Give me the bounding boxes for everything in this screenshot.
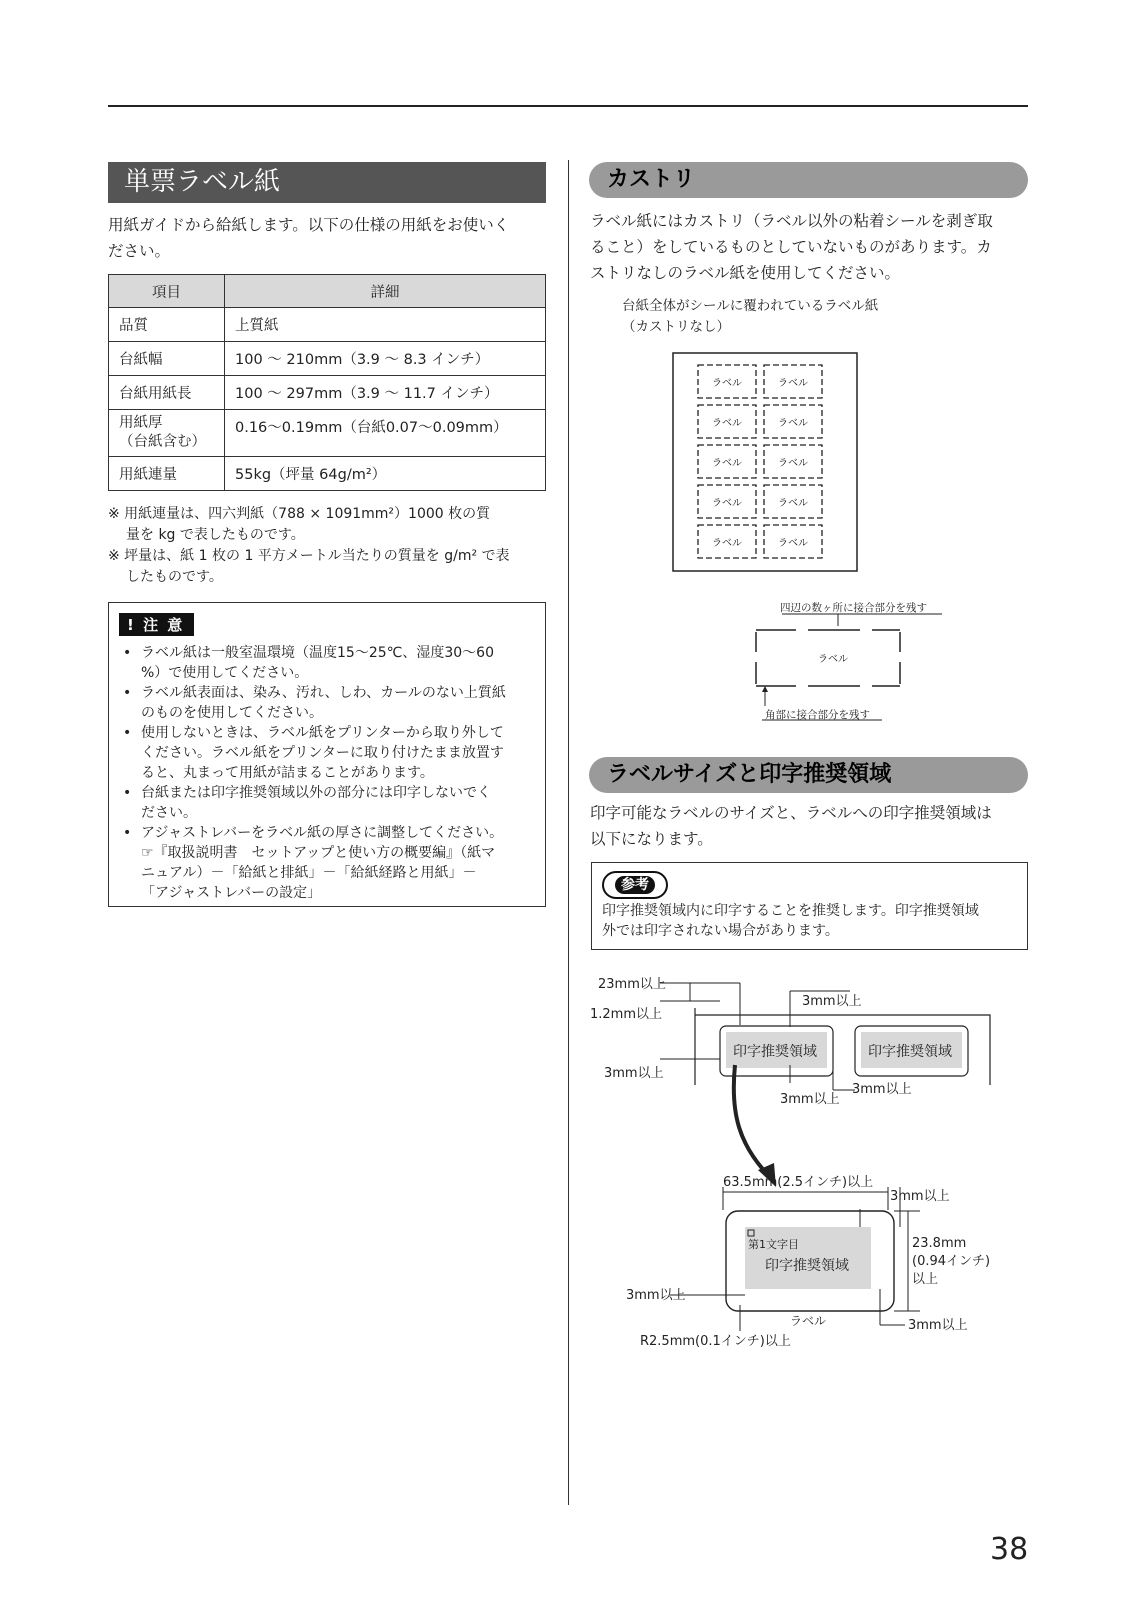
reference-badge: 参考 — [602, 871, 668, 899]
table-header-detail: 詳細 — [225, 275, 546, 308]
table-cell-item: 台紙用紙長 — [109, 376, 225, 410]
print-area-1-text: 印字推奨領域 — [733, 1044, 817, 1060]
table-cell-item: 用紙厚 （台紙含む） — [109, 410, 225, 457]
dim-height-1: 23.8mm — [912, 1236, 967, 1251]
zoom-arrow — [734, 1065, 768, 1175]
footnotes: ※ 用紙連量は、四六判紙（788 × 1091mm²）1000 枚の質 量を kg で表したものです。 ※ 坪量は、紙 1 枚の 1 平方メートル当たりの質量を g/m² で表 したものです。 — [108, 506, 510, 585]
label-grid — [698, 365, 822, 558]
table-cell-detail: 0.16～0.19mm（台紙0.07～0.09mm） — [225, 410, 546, 457]
caution-box — [108, 602, 546, 907]
list-item: • ラベル紙表面は、染み、汚れ、しわ、カールのない上質紙 のものを使用してください。 — [123, 685, 506, 721]
section-title-kasutori: カストリ — [589, 162, 1028, 198]
caution-list — [121, 643, 535, 903]
dim-height-2: (0.94インチ) — [912, 1254, 991, 1269]
list-item: • アジャストレバーをラベル紙の厚さに調整してください。 ☞『取扱説明書 セットアップと使い方の概要編』（紙マ ニュアル）－「給紙と排紙」－「給紙経路と用紙」－ 「アジャストレバーの設定」 — [121, 823, 535, 903]
intro-text: 用紙ガイドから給紙します。以下の仕様の用紙をお使いく ださい。 — [108, 216, 510, 260]
column-divider — [568, 160, 569, 1505]
label-cell-text: ラベル — [778, 498, 808, 509]
page-number: 38 — [990, 1532, 1029, 1567]
section-title-label-paper: 単票ラベル紙 — [108, 162, 546, 203]
table-cell-detail: 上質紙 — [225, 308, 546, 342]
section-title-label-size: ラベルサイズと印字推奨領域 — [589, 757, 1028, 793]
label-cell-text: ラベル — [778, 378, 808, 389]
table-cell-item: 用紙連量 — [109, 457, 225, 491]
table-row — [109, 376, 546, 410]
figure1-caption: 台紙全体がシールに覆われているラベル紙 （カストリなし） — [622, 298, 879, 335]
joint-label-text: ラベル — [818, 654, 848, 665]
list-item: • 台紙または印字推奨領域以外の部分には印字しないでく ださい。 — [123, 785, 491, 821]
list-item: • 使用しないときは、ラベル紙をプリンターから取り外して ください。ラベル紙をプリンターに取り付けたまま放置す ると、丸まって用紙が詰まることがあります。 — [123, 725, 504, 781]
enlarged-label-word: ラベル — [790, 1314, 827, 1328]
width-dimension — [723, 1187, 888, 1210]
print-area-2-text: 印字推奨領域 — [868, 1044, 952, 1060]
label-sheet-figure — [672, 350, 860, 574]
enlarged-print-area-text: 印字推奨領域 — [765, 1258, 849, 1274]
dim-height-3: 以上 — [912, 1272, 939, 1287]
dim-3mm-enlarged-bottom: 3mm以上 — [908, 1318, 968, 1333]
dim-23mm: 23mm以上 — [598, 977, 666, 992]
dim-3mm-right: 3mm以上 — [852, 1082, 912, 1097]
label-cell-text: ラベル — [778, 538, 808, 549]
label-cell-text: ラベル — [778, 418, 808, 429]
table-header-item: 項目 — [109, 275, 225, 308]
table-cell-item: 台紙幅 — [109, 342, 225, 376]
label-cell-text: ラベル — [712, 498, 742, 509]
table-row — [109, 342, 546, 376]
table-row — [109, 457, 546, 491]
kasutori-text: ラベル紙にはカストリ（ラベル以外の粘着シールを剥ぎ取 ること）をしているものとしていないものがあります。カ ストリなしのラベル紙を使用してください。 — [590, 212, 993, 282]
dim-3mm-left: 3mm以上 — [604, 1066, 664, 1081]
dim-radius: R2.5mm(0.1インチ)以上 — [640, 1334, 791, 1349]
dim-3mm-enlarged-top: 3mm以上 — [890, 1189, 950, 1204]
label-cell-text: ラベル — [712, 538, 742, 549]
label-cell-text: ラベル — [778, 458, 808, 469]
reference-box — [591, 862, 1028, 950]
label-cell-text: ラベル — [712, 458, 742, 469]
list-item: • ラベル紙は一般室温環境（温度15～25℃、湿度30～60 %）で使用してください。 — [123, 645, 494, 681]
table-row — [109, 410, 546, 457]
joint-label-figure — [752, 612, 952, 724]
table-cell-detail: 55kg（坪量 64g/m²） — [225, 457, 546, 491]
size-text: 印字可能なラベルのサイズと、ラベルへの印字推奨領域は 以下になります。 — [590, 804, 992, 848]
table-row — [109, 308, 546, 342]
caution-badge: ! 注 意 — [119, 613, 194, 636]
first-char-text: 第1文字目 — [748, 1238, 799, 1251]
label-cell-text: ラベル — [712, 378, 742, 389]
dim-width: 63.5mm(2.5インチ)以上 — [723, 1175, 874, 1190]
label-size-diagram — [590, 965, 1030, 1355]
table-cell-detail: 100 ～ 297mm（3.9 ～ 11.7 インチ） — [225, 376, 546, 410]
table-cell-item: 品質 — [109, 308, 225, 342]
dim-3mm-top: 3mm以上 — [802, 994, 862, 1009]
label-sheet — [673, 353, 857, 571]
label-cell-text: ラベル — [712, 418, 742, 429]
dim-3mm-bottom: 3mm以上 — [780, 1092, 840, 1107]
arrow-head — [762, 686, 768, 692]
top-rule — [108, 105, 1028, 107]
fig2-bottom-caption: 角部に接合部分を残す — [765, 709, 870, 721]
reference-text: 印字推奨領域内に印字することを推奨します。印字推奨領域 外では印字されない場合があります。 — [602, 903, 979, 939]
table-cell-detail: 100 ～ 210mm（3.9 ～ 8.3 インチ） — [225, 342, 546, 376]
dim-1-2mm: 1.2mm以上 — [590, 1007, 663, 1022]
reference-link[interactable]: ☞『取扱説明書 セットアップと使い方の概要編』（紙マ — [141, 845, 496, 861]
dim-3mm-enlarged-left: 3mm以上 — [626, 1288, 686, 1303]
fig2-top-caption: 四辺の数ヶ所に接合部分を残す — [780, 602, 927, 614]
table-header-row — [109, 275, 546, 308]
spec-table — [108, 274, 546, 491]
